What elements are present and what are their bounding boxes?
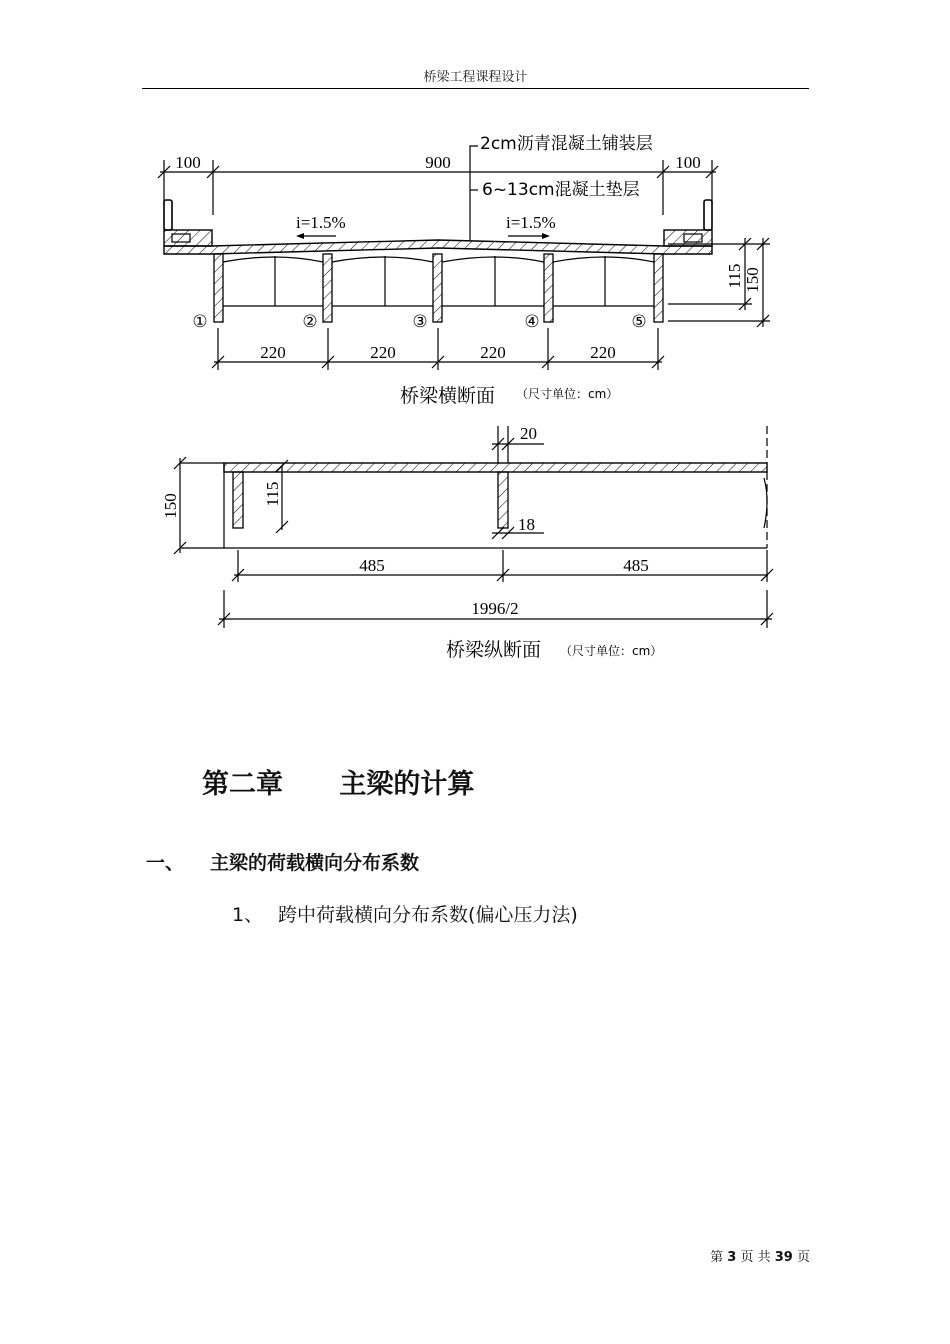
- cross-section-unit: （尺寸单位：cm）: [516, 387, 619, 401]
- dim-left: 100: [175, 153, 201, 172]
- spacing-1: 220: [260, 343, 286, 362]
- section-number: 一、: [146, 852, 185, 874]
- girder-label-5: ⑤: [631, 312, 647, 331]
- dim-115: 115: [725, 263, 744, 289]
- dim-mid: 900: [425, 153, 451, 172]
- subsection-number: 1、: [232, 904, 264, 926]
- subsection-heading: [232, 900, 578, 927]
- spacing-2: 220: [370, 343, 396, 362]
- layer-top-note: 2cm沥青混凝土铺装层: [480, 134, 653, 154]
- cross-section-drawing: [158, 134, 770, 407]
- dim-150: 150: [743, 267, 762, 293]
- footer-suffix: 页: [796, 1250, 810, 1265]
- long-section-caption: 桥梁纵断面: [446, 639, 542, 661]
- total-length: 1996/2: [471, 599, 519, 618]
- long-section-unit: （尺寸单位：cm）: [560, 644, 663, 658]
- longitudinal-section-drawing: [161, 424, 773, 661]
- footer-mid: 页 共: [740, 1250, 771, 1265]
- girder-label-4: ④: [524, 312, 540, 331]
- long-dim-115: 115: [263, 481, 282, 507]
- dim-right: 100: [675, 153, 701, 172]
- girder-label-1: ①: [192, 312, 208, 331]
- dim-20: 20: [520, 424, 537, 443]
- page-header: 桥梁工程课程设计: [423, 70, 528, 85]
- layer-bottom-note: 6~13cm混凝土垫层: [482, 180, 640, 200]
- girder-label-3: ③: [412, 312, 428, 331]
- slope-left: i=1.5%: [296, 213, 346, 232]
- total-pages: 39: [774, 1250, 793, 1265]
- page-number: 3: [727, 1250, 737, 1265]
- subsection-title: 跨中荷载横向分布系数(偏心压力法): [278, 904, 578, 926]
- half-span-1: 485: [359, 556, 385, 575]
- girder-label-2: ②: [302, 312, 318, 331]
- page-footer: [650, 1246, 810, 1265]
- slope-right: i=1.5%: [506, 213, 556, 232]
- footer-prefix: 第: [710, 1250, 724, 1265]
- section-title: 主梁的荷载横向分布系数: [210, 852, 420, 874]
- long-dim-150: 150: [161, 493, 180, 519]
- spacing-4: 220: [590, 343, 616, 362]
- half-span-2: 485: [623, 556, 649, 575]
- cross-section-caption: 桥梁横断面: [400, 385, 496, 407]
- section-heading: [146, 848, 419, 875]
- spacing-3: 220: [480, 343, 506, 362]
- chapter-title: 第二章 主梁的计算: [202, 769, 475, 800]
- dim-18: 18: [518, 515, 535, 534]
